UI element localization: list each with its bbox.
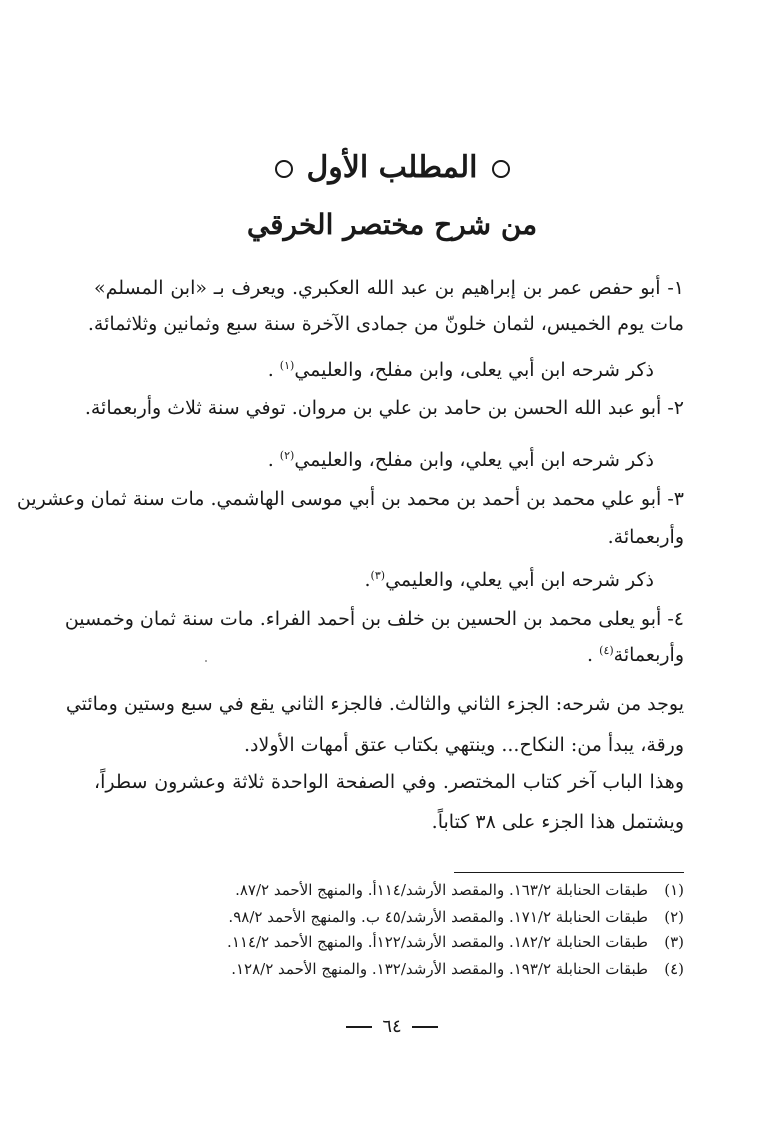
footnote [124, 879, 684, 901]
footnote-text: طبقات الحنابلة ١٧١/٢. والمقصد الأرشد/٤٥ ب. والمنهج الأحمد ٩٨/٢. [228, 908, 648, 926]
body-line: ذكر شرحه ابن أبي يعلي، وابن مفلح، والعليمي$^{(٢)}$ . [267, 449, 654, 471]
footnote-divider [454, 872, 684, 873]
body-line: ذكر شرحه ابن أبي يعلى، وابن مفلح، والعليمي$^{(١)}$ . [267, 359, 654, 381]
footnote-ref[interactable]: (٤) [599, 644, 614, 657]
body-line: ذكر شرحه ابن أبي يعلي، والعليمي$^{(٣)}$. [364, 569, 654, 591]
body-line: وهذا الباب آخر كتاب المختصر. وفي الصفحة الواحدة ثلاثة وعشرون سطراً، [94, 771, 684, 793]
footnote-ref[interactable]: (٣) [370, 569, 386, 582]
body-line: ٤- أبو يعلى محمد بن الحسين بن خلف بن أحمد الفراء. مات سنة ثمان وخمسين [64, 608, 684, 630]
print-speck [205, 660, 207, 662]
footnote-text: طبقات الحنابلة ١٦٣/٢. والمقصد الأرشد/١١٤أ. والمنهج الأحمد ٨٧/٢. [235, 881, 648, 899]
circle-ornament-icon [492, 160, 510, 178]
page-number [0, 1016, 784, 1037]
body-line: ١- أبو حفص عمر بن إبراهيم بن عبد الله العكبري. ويعرف بـ «ابن المسلم» [94, 277, 684, 299]
body-line: يوجد من شرحه: الجزء الثاني والثالث. فالجزء الثاني يقع في سبع وستين ومائتي [65, 693, 684, 715]
circle-ornament-icon [275, 160, 293, 178]
section-subtitle: من شرح مختصر الخرقي [246, 208, 538, 241]
body-line: مات يوم الخميس، لثمان خلونّ من جمادى الآخرة سنة سبع وثمانين وثلاثمائة. [87, 313, 684, 335]
footnote [124, 931, 684, 953]
footnote-ref[interactable]: (١) [279, 359, 295, 372]
footnote-text: طبقات الحنابلة ١٨٢/٢. والمقصد الأرشد/١٢٢أ. والمنهج الأحمد ١١٤/٢. [227, 933, 648, 951]
section-title [0, 150, 784, 185]
body-line: ٣- أبو علي محمد بن أحمد بن محمد بن أبي موسى الهاشمي. مات سنة ثمان وعشرين [16, 488, 684, 510]
footnote [124, 906, 684, 928]
footnote-number: (٤) [664, 960, 684, 978]
body-line: ورقة، يبدأ من: النكاح... وينتهي بكتاب عتق أمهات الأولاد. [244, 734, 684, 756]
footnote-number: (٣) [664, 933, 684, 951]
dash-ornament [346, 1026, 372, 1028]
section-title-text: المطلب الأول [306, 150, 478, 185]
footnote-number: (١) [664, 881, 684, 899]
footnote-text: طبقات الحنابلة ١٩٣/٢. والمقصد الأرشد/١٣٢. والمنهج الأحمد ١٢٨/٢. [231, 960, 648, 978]
footnote-ref[interactable]: (٢) [279, 449, 295, 462]
dash-ornament [412, 1026, 438, 1028]
footnote-number: (٢) [664, 908, 684, 926]
body-line: وأربعمائة. [607, 526, 684, 548]
page-number-text: ٦٤ [382, 1016, 402, 1037]
footnote [124, 958, 684, 980]
body-line: ويشتمل هذا الجزء على ٣٨ كتاباً. [431, 811, 684, 833]
body-line: ٢- أبو عبد الله الحسن بن حامد بن علي بن مروان. توفي سنة ثلاث وأربعمائة. [84, 397, 684, 419]
body-line: وأربعمائة$^{(٤)}$ . [587, 644, 684, 666]
